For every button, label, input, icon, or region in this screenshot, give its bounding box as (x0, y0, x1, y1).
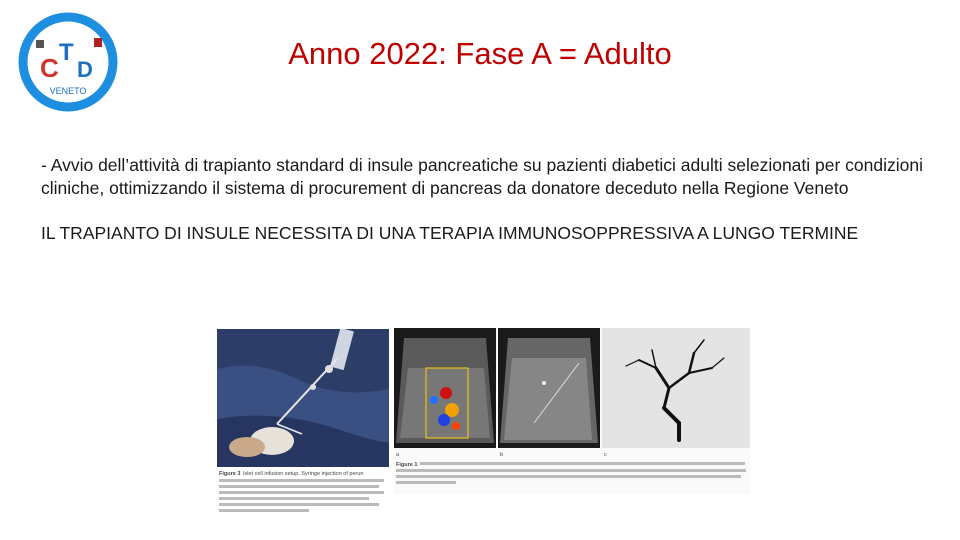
logo-letter-d: D (77, 57, 93, 82)
left-caption-line: Islet cell infusion setup. Syringe injection of perun (243, 471, 364, 477)
logo-letter-t: T (59, 39, 74, 66)
panel-c-label: c (604, 452, 607, 458)
islet-infusion-photo (217, 329, 389, 517)
crest-icon (36, 40, 44, 48)
slide-body (41, 154, 931, 245)
slide-title: Anno 2022: Fase A = Adulto (288, 36, 672, 71)
logo-letter-c: C (40, 53, 59, 83)
paragraph-intro: - Avvio dell’attività di trapianto standard di insule pancreatiche su pazienti diabetici adulti selezionati per condizioni cliniche, ottimizzando il sistema di procurement di pancreas da donatore deceduto nella Regione Veneto (41, 155, 924, 198)
portal-venogram-panel (602, 328, 750, 448)
right-caption-label: Figure 1 (396, 462, 418, 468)
ctd-veneto-logo (18, 12, 118, 112)
portal-vein-imaging-figure (394, 328, 750, 494)
shield-icon (94, 38, 102, 47)
left-caption-label: Figure 3 (219, 471, 241, 477)
panel-b-label: b (500, 452, 504, 458)
logo-region: VENETO (49, 86, 87, 96)
panel-a-label: a (396, 452, 400, 458)
paragraph-immunosuppression: IL TRAPIANTO DI INSULE NECESSITA DI UNA TERAPIA IMMUNOSOPPRESSIVA A LUNGO TERMINE (41, 223, 859, 243)
